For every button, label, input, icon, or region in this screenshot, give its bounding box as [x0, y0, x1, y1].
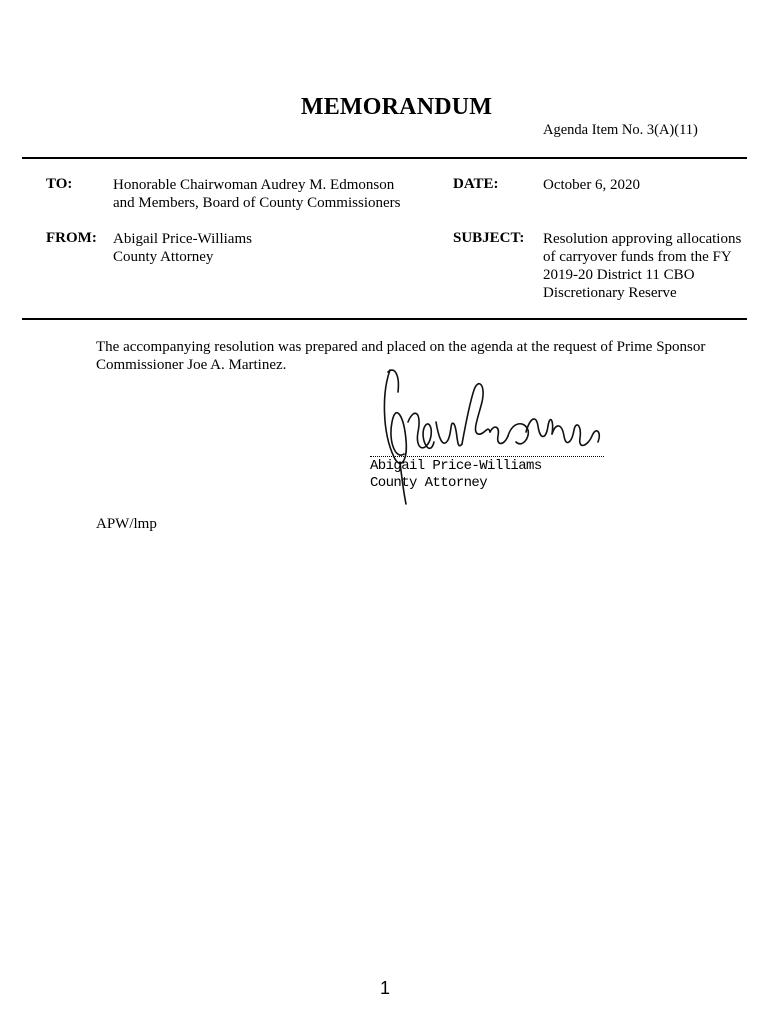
subject-line: 2019-20 District 11 CBO: [543, 267, 695, 283]
signature-name: Abigail Price-Williams: [370, 458, 542, 474]
to-label: TO:: [46, 176, 73, 192]
subject-line: Discretionary Reserve: [543, 285, 677, 301]
subject-line: Resolution approving allocations: [543, 231, 742, 247]
signature-title: County Attorney: [370, 475, 488, 491]
top-divider: [22, 157, 747, 159]
typist-initials: APW/lmp: [96, 516, 157, 532]
to-line: and Members, Board of County Commissioners: [113, 195, 401, 211]
from-line: Abigail Price-Williams: [113, 231, 252, 247]
from-label: FROM:: [46, 230, 97, 246]
date-label: DATE:: [453, 176, 499, 192]
body-line: Commissioner Joe A. Martinez.: [96, 357, 287, 373]
agenda-item-number: Agenda Item No. 3(A)(11): [543, 122, 698, 138]
from-line: County Attorney: [113, 249, 214, 265]
to-line: Honorable Chairwoman Audrey M. Edmonson: [113, 177, 395, 193]
subject-line: of carryover funds from the FY: [543, 249, 732, 265]
page-number: 1: [379, 978, 390, 998]
to-recipient: [113, 176, 400, 212]
body-line: The accompanying resolution was prepared and placed on the agenda at the request of Prime Sponsor: [96, 339, 706, 355]
signature-line: [370, 456, 604, 457]
signature-block: [370, 458, 542, 492]
memo-title: MEMORANDUM: [300, 94, 493, 120]
from-sender: [113, 230, 252, 266]
subject-label: SUBJECT:: [453, 230, 525, 246]
bottom-divider: [22, 318, 747, 320]
subject-value: [543, 230, 741, 302]
date-value: October 6, 2020: [543, 177, 641, 193]
